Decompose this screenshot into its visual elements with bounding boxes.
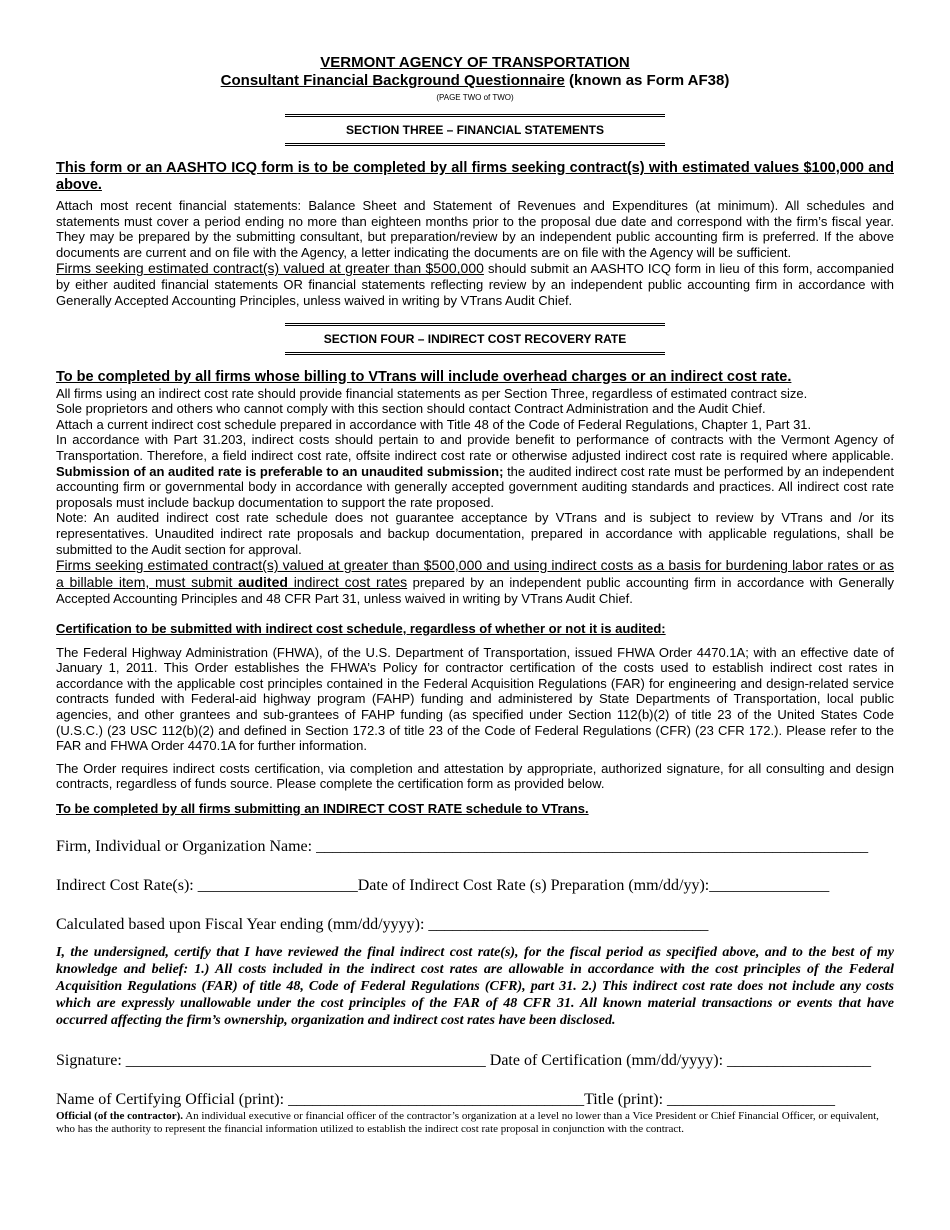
form-title-name: Consultant Financial Background Questionnaire [220,72,565,89]
certification-statement: I, the undersigned, certify that I have reviewed the final indirect cost rate(s), for the fiscal period as specified above, and to the best of my knowledge and belief: 1.) All costs included in the indirect cost rates are allowable in accordance with the cost principles of the Federal Acquisition Regulations (FAR) of title 48, Code of Federal Regulations (CFR), part 31. 2.) This indirect cost rate does not include any costs which are expressly unallowable under the cost principles of the FAR of 48 CFR 31. All known material transactions or events that have occurred affecting the firm’s ownership, organization and indirect cost rates have been disclosed. [56,945,894,1029]
fiscal-year-label: Calculated based upon Fiscal Year ending (mm/dd/yyyy): [56,916,429,934]
section-four-main-a: In accordance with Part 31.203, indirect costs should pertain to and provide benefit to performance of contracts with the Vermont Agency of Transportation. Therefore, a field indirect cost rate, offsite indirect cost rate or otherwise adjusted indirect cost rate is required where applicable. [56,432,894,463]
fiscal-year-row [56,915,894,935]
official-row [56,1090,894,1110]
firm-name-label: Firm, Individual or Organization Name: [56,838,317,856]
section-three-threshold-text: Firms seeking estimated contract(s) valued at greater than $500,000 [56,260,484,277]
certification-paragraph-2: The Order requires indirect costs certification, via completion and attestation by appropriate, authorized signature, for all consulting and design contracts, regardless of funds source. Please complete the certification form as provided below. [56,760,894,792]
certification-date-field[interactable]: __________________ [727,1052,872,1070]
fiscal-year-field[interactable]: ___________________________________ [428,916,709,934]
section-four-threshold-text-1: Firms seeking estimated contract(s) valued at greater than $500,000 and using indirect costs as a basis for burdening labor rates or as a billable item, must submit [56,557,894,591]
section-four-threshold-text-2: indirect cost rates [287,574,408,591]
section-four-main-b: the audited indirect cost rate must be performed by an independent accounting firm or governmental body in accordance with generally accepted government auditing standards and practices. All indirect cost rate proposals must include backup documentation to support the rate proposed. [56,463,894,510]
section-four-title: SECTION FOUR – INDIRECT COST RECOVERY RATE [323,331,627,346]
agency-title: VERMONT AGENCY OF TRANSPORTATION [320,54,630,71]
page-note: (PAGE TWO of TWO) [436,93,514,102]
form-heading: To be completed by all firms submitting an INDIRECT COST RATE schedule to VTrans. [56,801,589,817]
official-name-field[interactable]: _____________________________________ [288,1091,585,1109]
section-four-main-paragraph [56,432,894,510]
section-three-heading: This form or an AASHTO ICQ form is to be completed by all firms seeking contract(s) with estimated values $100,000 and above. [56,160,894,193]
rate-row [56,876,894,896]
signature-label: Signature: [56,1052,126,1070]
certification-heading: Certification to be submitted with indirect cost schedule, regardless of whether or not it is audited: [56,620,666,636]
section-four-title-box [285,323,665,355]
section-three-paragraph-2-rest: should submit an AASHTO ICQ form in lieu of this form, accompanied by either audited financial statements OR financial statements reflecting review by an independent public accounting firm in accordance with Generally Accepted Accounting Principles, unless waived in writing by VTrans Audit Chief. [56,261,894,308]
preparation-date-field[interactable]: _______________ [709,877,830,895]
section-three-paragraph-1: Attach most recent financial statements: Balance Sheet and Statement of Revenues and Expenditures (at minimum). All schedules and statements must cover a period ending no more than eighteen months prior to the proposal due date and correspond with the firm’s fiscal year. They may be prepared by the submitting consultant, but preparation/review by an independent public accounting firm is preferred. If the above documents are current and on file with the Agency, a letter indicating the documents are on file with the Agency will be sufficient. [56,198,894,260]
section-four-line-2: Sole proprietors and others who cannot comply with this section should contact Contract Administration and the Audit Chief. [56,401,766,417]
official-definition [56,1110,894,1136]
preparation-date-label: Date of Indirect Cost Rate (s) Preparation (mm/dd/yy): [357,877,710,895]
section-three-title-box [285,114,665,146]
signature-field[interactable]: _____________________________________________ [125,1052,486,1070]
official-title-field[interactable]: _____________________ [667,1091,836,1109]
indirect-cost-rate-label: Indirect Cost Rate(s): [56,877,198,895]
document-header [56,54,894,104]
section-four-heading: To be completed by all firms whose billing to VTrans will include overhead charges or an indirect cost rate. [56,368,792,385]
section-three-title: SECTION THREE – FINANCIAL STATEMENTS [345,123,604,137]
official-name-label: Name of Certifying Official (print): [56,1091,289,1109]
section-four-audited-word: audited [238,574,288,591]
indirect-cost-rate-field[interactable]: ____________________ [197,877,358,895]
firm-name-field[interactable]: _____________________________________________________________________ [316,838,869,856]
section-four-last-rest: prepared by an independent public accounting firm in accordance with Generally Accepted Accounting Principles and 48 CFR Part 31, unless waived in writing by VTrans Audit Chief. [56,575,894,607]
official-definition-term: Official (of the contractor). [56,1110,184,1123]
signature-row [56,1051,894,1071]
section-four-last-paragraph [56,557,894,607]
form-known-as: (known as Form AF38) [564,72,730,89]
section-four-note: Note: An audited indirect cost rate schedule does not guarantee acceptance by VTrans and is subject to review by VTrans and /or its representatives. Unaudited indirect rate proposals and backup documentation, prepared in accordance with applicable regulations, shall be submitted to the Audit section for approval. [56,510,894,557]
certification-date-label: Date of Certification (mm/dd/yyyy): [485,1052,728,1070]
section-four-main-bold: Submission of an audited rate is preferable to an unaudited submission; [56,463,504,479]
section-three-paragraph-2 [56,260,894,308]
form-title [56,72,894,90]
section-four-line-3: Attach a current indirect cost schedule prepared in accordance with Title 48 of the Code of Federal Regulations, Chapter 1, Part 31. [56,416,812,432]
firm-name-row [56,837,894,857]
section-four-line-1: All firms using an indirect cost rate should provide financial statements as per Section Three, regardless of estimated contract size. [56,385,808,401]
official-definition-text: An individual executive or financial officer of the contractor’s organization at a level no lower than a Vice President or Chief Financial Officer, or equivalent, who has the authority to represent the financial information utilized to establish the indirect cost rate proposal in conjunction with the contract. [56,1110,879,1136]
certification-paragraph-1: The Federal Highway Administration (FHWA), of the U.S. Department of Transportation, issued FHWA Order 4470.1A; with an effective date of January 1, 2011. This Order establishes the FHWA’s Policy for contractor certification of the costs used to establish indirect cost rates in accordance with the applicable cost principles contained in the Federal Acquisition Regulations (FAR) for engineering and design-related service contracts funded with Federal-aid highway program (FAHP) funding and administered by State Departments of Transportation, local public agencies, and other grantees and sub-grantees of FAHP funding (as specified under Section 112(b)(2) of title 23 of the United States Code (U.S.C.) (23 USC 112(b)(2) and defined in Section 172.3 of title 23 of the Code of Federal Regulations (CFR) (23 CFR 172.). Please refer to the FAR and FHWA Order 4470.1A for further information. [56,644,894,754]
official-title-label: Title (print): [584,1091,668,1109]
